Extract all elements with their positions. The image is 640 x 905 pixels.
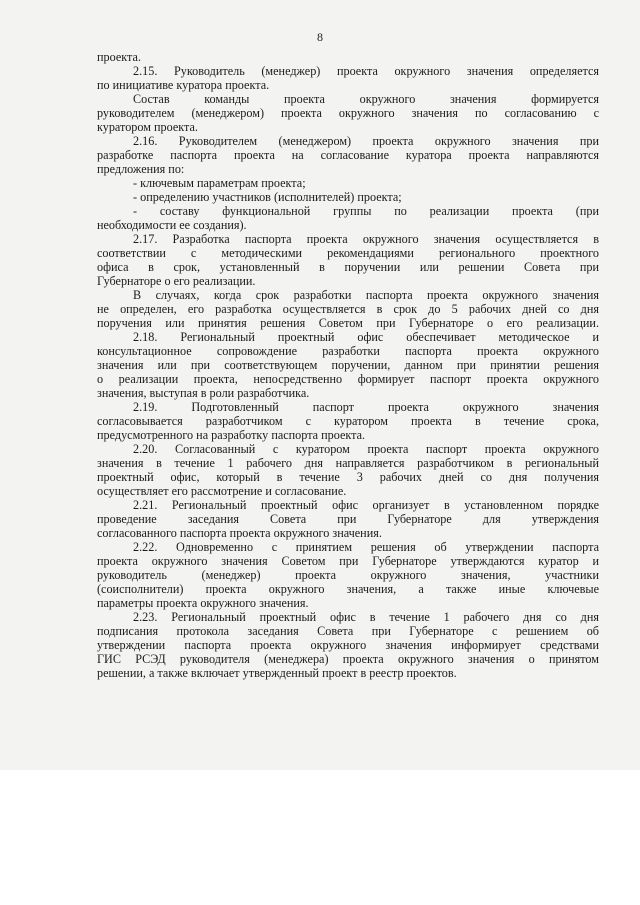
text-line: проведение заседания Совета при Губернаторе для утверждения xyxy=(97,512,599,526)
page-number: 8 xyxy=(317,30,323,44)
text-line: ГИС РСЭД руководителя (менеджера) проекта окружного значения о принятом xyxy=(97,652,599,666)
text-line: о реализации проекта, непосредственно формирует паспорт проекта окружного xyxy=(97,372,599,386)
text-line: - ключевым параметрам проекта; xyxy=(133,176,306,190)
text-line: руководитель (менеджер) проекта окружного значения, участники xyxy=(97,568,599,582)
text-line: 2.23. Региональный проектный офис в течение 1 рабочего дня со дня xyxy=(133,610,599,624)
text-line: руководителем (менеджером) проекта окружного значения по согласованию с xyxy=(97,106,599,120)
text-line: 2.21. Региональный проектный офис организует в установленном порядке xyxy=(133,498,599,512)
text-line: значения или при соответствующем поручении, данном при принятии решения xyxy=(97,358,599,372)
text-line: подписания протокола заседания Совета при Губернаторе с решением об xyxy=(97,624,599,638)
document-body xyxy=(97,50,599,680)
text-line: офиса в срок, установленный в поручении или решении Совета при xyxy=(97,260,599,274)
text-line: проекта окружного значения Советом при Губернаторе утверждаются куратор и xyxy=(97,554,599,568)
text-line: осуществляет его рассмотрение и согласование. xyxy=(97,484,347,498)
text-line: проекта. xyxy=(97,50,141,64)
text-line: предусмотренного на разработку паспорта проекта. xyxy=(97,428,366,442)
text-line: - составу функциональной группы по реализации проекта (при xyxy=(133,204,599,218)
text-line: значения в течение 1 рабочего дня направляется разработчиком в региональный xyxy=(97,456,599,470)
text-line: 2.17. Разработка паспорта проекта окружного значения осуществляется в xyxy=(133,232,599,246)
text-line: 2.15. Руководитель (менеджер) проекта окружного значения определяется xyxy=(133,64,599,78)
text-line: 2.20. Согласованный с куратором проекта паспорт проекта окружного xyxy=(133,442,599,456)
text-line: 2.18. Региональный проектный офис обеспечивает методическое и xyxy=(133,330,599,344)
text-line: В случаях, когда срок разработки паспорта проекта окружного значения xyxy=(133,288,599,302)
text-line: Губернаторе о его реализации. xyxy=(97,274,256,288)
text-line: разработке паспорта проекта на согласование куратора проекта направляются xyxy=(97,148,599,162)
text-line: не определен, его разработка осуществляется в срок до 5 рабочих дней со дня xyxy=(97,302,599,316)
text-line: - определению участников (исполнителей) проекта; xyxy=(133,190,402,204)
text-line: решении, а также включает утвержденный проект в реестр проектов. xyxy=(97,666,457,680)
text-line: по инициативе куратора проекта. xyxy=(97,78,270,92)
text-line: консультационное сопровождение разработки паспорта проекта окружного xyxy=(97,344,599,358)
text-line: согласовывается разработчиком с куратором проекта в течение срока, xyxy=(97,414,599,428)
text-line: проектный офис, который в течение 3 рабочих дней со дня получения xyxy=(97,470,599,484)
blank-area xyxy=(0,770,640,905)
text-line: Состав команды проекта окружного значения формируется xyxy=(133,92,599,106)
text-line: (соисполнители) проекта окружного значения, а также иные ключевые xyxy=(97,582,599,596)
text-line: утверждении паспорта проекта окружного значения информирует средствами xyxy=(97,638,599,652)
text-line: значения, выступая в роли разработчика. xyxy=(97,386,310,400)
text-line: 2.22. Одновременно с принятием решения об утверждении паспорта xyxy=(133,540,599,554)
text-line: 2.16. Руководителем (менеджером) проекта окружного значения при xyxy=(133,134,599,148)
text-line: соответствии с методическими рекомендациями регионального проектного xyxy=(97,246,599,260)
text-line: согласованного паспорта проекта окружного значения. xyxy=(97,526,382,540)
text-line: 2.19. Подготовленный паспорт проекта окружного значения xyxy=(133,400,599,414)
text-line: необходимости ее создания). xyxy=(97,218,247,232)
text-line: куратором проекта. xyxy=(97,120,198,134)
text-line: предложения по: xyxy=(97,162,185,176)
text-line: поручения или принятия решения Советом при Губернаторе о его реализации. xyxy=(97,316,599,330)
text-line: параметры проекта окружного значения. xyxy=(97,596,309,610)
